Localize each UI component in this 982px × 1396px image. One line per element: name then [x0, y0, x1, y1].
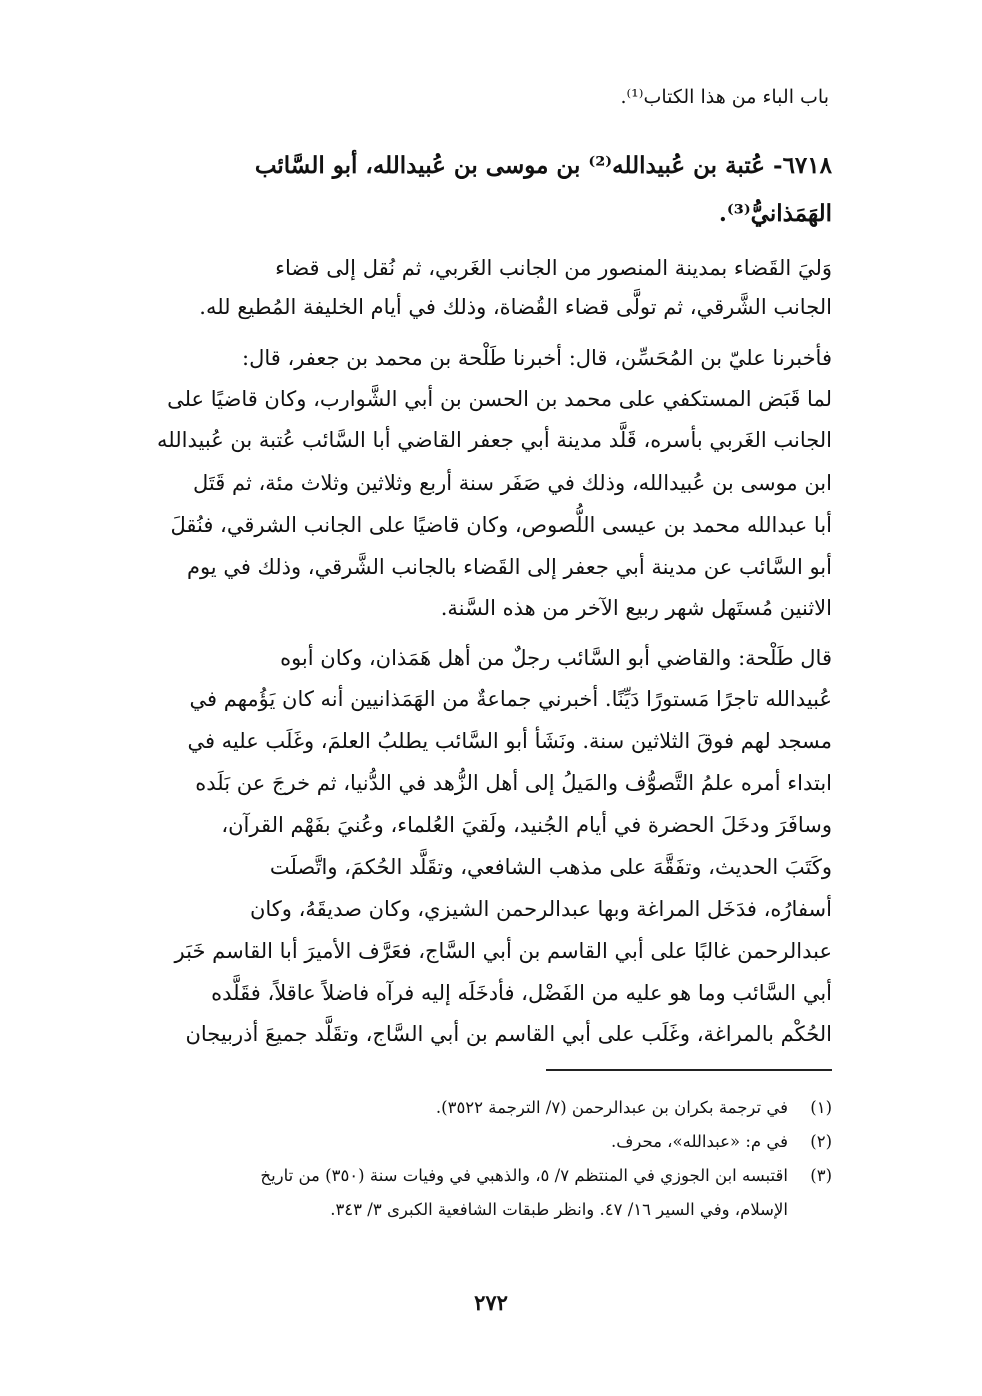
body-line: أبا عبدالله محمد بن عيسى اللُّصوص، وكان قاضيًا على الجانب الشرقي، فنُقلَ [170, 513, 832, 537]
body-line: الجانب الشَّرقي، ثم تولَّى قضاء القُضاة، وذلك في أيام الخليفة المُطيع لله. [199, 295, 832, 319]
body-line: قال طَلْحة: والقاضي أبو السَّائب رجلٌ من أهل هَمَذان، وكان أبوه [280, 646, 832, 670]
body-line: أسفارُه، فدَخَل المراغة وبها عبدالرحمن الشيزي، وكان صديقَهُ، وكان [249, 897, 832, 921]
body-line: الجانب الغَربي بأسره، قَلَّد مدينة أبي جعفر القاضي أبا السَّائب عُتبة بن عُبيدالله [157, 428, 832, 452]
body-line: وسافَرَ ودخَلَ الحضرة في أيام الجُنيد، ولَقيَ العُلماء، وعُنيَ بفَهْم القرآن، [221, 813, 832, 837]
body-line: عبدالرحمن غالبًا على أبي القاسم بن أبي السَّاج، فعَرَّف الأميرَ أبا القاسم خَبَر [174, 939, 832, 963]
footnote [120, 1195, 832, 1225]
footnote-text: في ترجمة بكران بن عبدالرحمن (٧/ الترجمة ٣٥٢٢). [435, 1098, 788, 1117]
body-line: وَليَ القَضاء بمدينة المنصور من الجانب الغَربي، ثم نُقل إلى قضاء [275, 256, 832, 280]
body-line: ابتداء أمره علمُ التَّصوُّف والمَيلُ إلى أهل الزُّهد في الدُّنيا، ثم خرجَ عن بَلَده [195, 771, 832, 795]
body-line: فأخبرنا عليّ بن المُحَسِّن، قال: أخبرنا طَلْحة بن محمد بن جعفر، قال: [242, 346, 832, 370]
footnote-separator [546, 1069, 832, 1071]
body-line: لما قَبَض المستكفي على محمد بن الحسن بن أبي الشَّوارب، وكان قاضيًا على [167, 387, 832, 411]
continuation-line: باب الباء من هذا الكتاب⁽¹⁾. [620, 86, 829, 108]
body-line: الحُكْم بالمراغة، وغَلَب على أبي القاسم بن أبي السَّاج، وتقَلَّد جميعَ أذربيجان [185, 1022, 832, 1046]
footnote-text: الإسلام، وفي السير ١٦/ ٤٧. وانظر طبقات الشافعية الكبرى ٣/ ٣٤٣. [330, 1200, 788, 1219]
body-line: أبي السَّائب وما هو عليه من الفَضْل، فأدخَلَه إليه فرآه فاضلاً عاقلاً، فقَلَّده [211, 981, 832, 1005]
body-line: أبو السَّائب عن مدينة أبي جعفر إلى القَضاء بالجانب الشَّرقي، وذلك في يوم [186, 555, 832, 579]
body-line: مسجد لهم فوقَ الثلاثين سنة. ونَشَأ أبو السَّائب يطلبُ العلمَ، وغَلَب عليه في [187, 729, 832, 753]
footnote-number: (٢) [810, 1132, 832, 1151]
footnote-number: (١) [810, 1098, 832, 1117]
entry-heading-line-2: الهَمَذانيُّ⁽³⁾. [718, 200, 832, 227]
footnote-text: اقتبسه ابن الجوزي في المنتظم ٧/ ٥، والذهبي في وفيات سنة (٣٥٠) من تاريخ [260, 1166, 788, 1185]
footnote-text: في م: «عبدالله»، محرف. [610, 1132, 788, 1151]
body-line: الاثنين مُستَهل شهر ربيع الآخر من هذه السَّنة. [440, 596, 832, 620]
page-number: ٢٧٢ [474, 1290, 508, 1315]
footnote [120, 1127, 832, 1157]
body-line: وكَتَبَ الحديث، وتفَقَّهَ على مذهب الشافعي، وتقَلَّد الحُكمَ، واتَّصلَت [269, 855, 832, 879]
body-line: ابن موسى بن عُبيدالله، وذلك في صَفَر سنة أربع وثلاثين وثلاث مئة، ثم قَتَل [193, 471, 832, 495]
entry-heading-line-1: ٦٧١٨- عُتبة بن عُبيدالله⁽²⁾ بن موسى بن عُبيدالله، أبو السَّائب [254, 152, 832, 179]
body-line: عُبيدالله تاجرًا مَستورًا دَيِّنًا. أخبرني جماعةٌ من الهَمَذانيين أنه كان يَؤُمهم في [189, 687, 832, 711]
footnote [120, 1161, 832, 1191]
entry-heading [120, 142, 832, 238]
footnote-number: (٣) [810, 1166, 832, 1185]
footnote [120, 1093, 832, 1123]
